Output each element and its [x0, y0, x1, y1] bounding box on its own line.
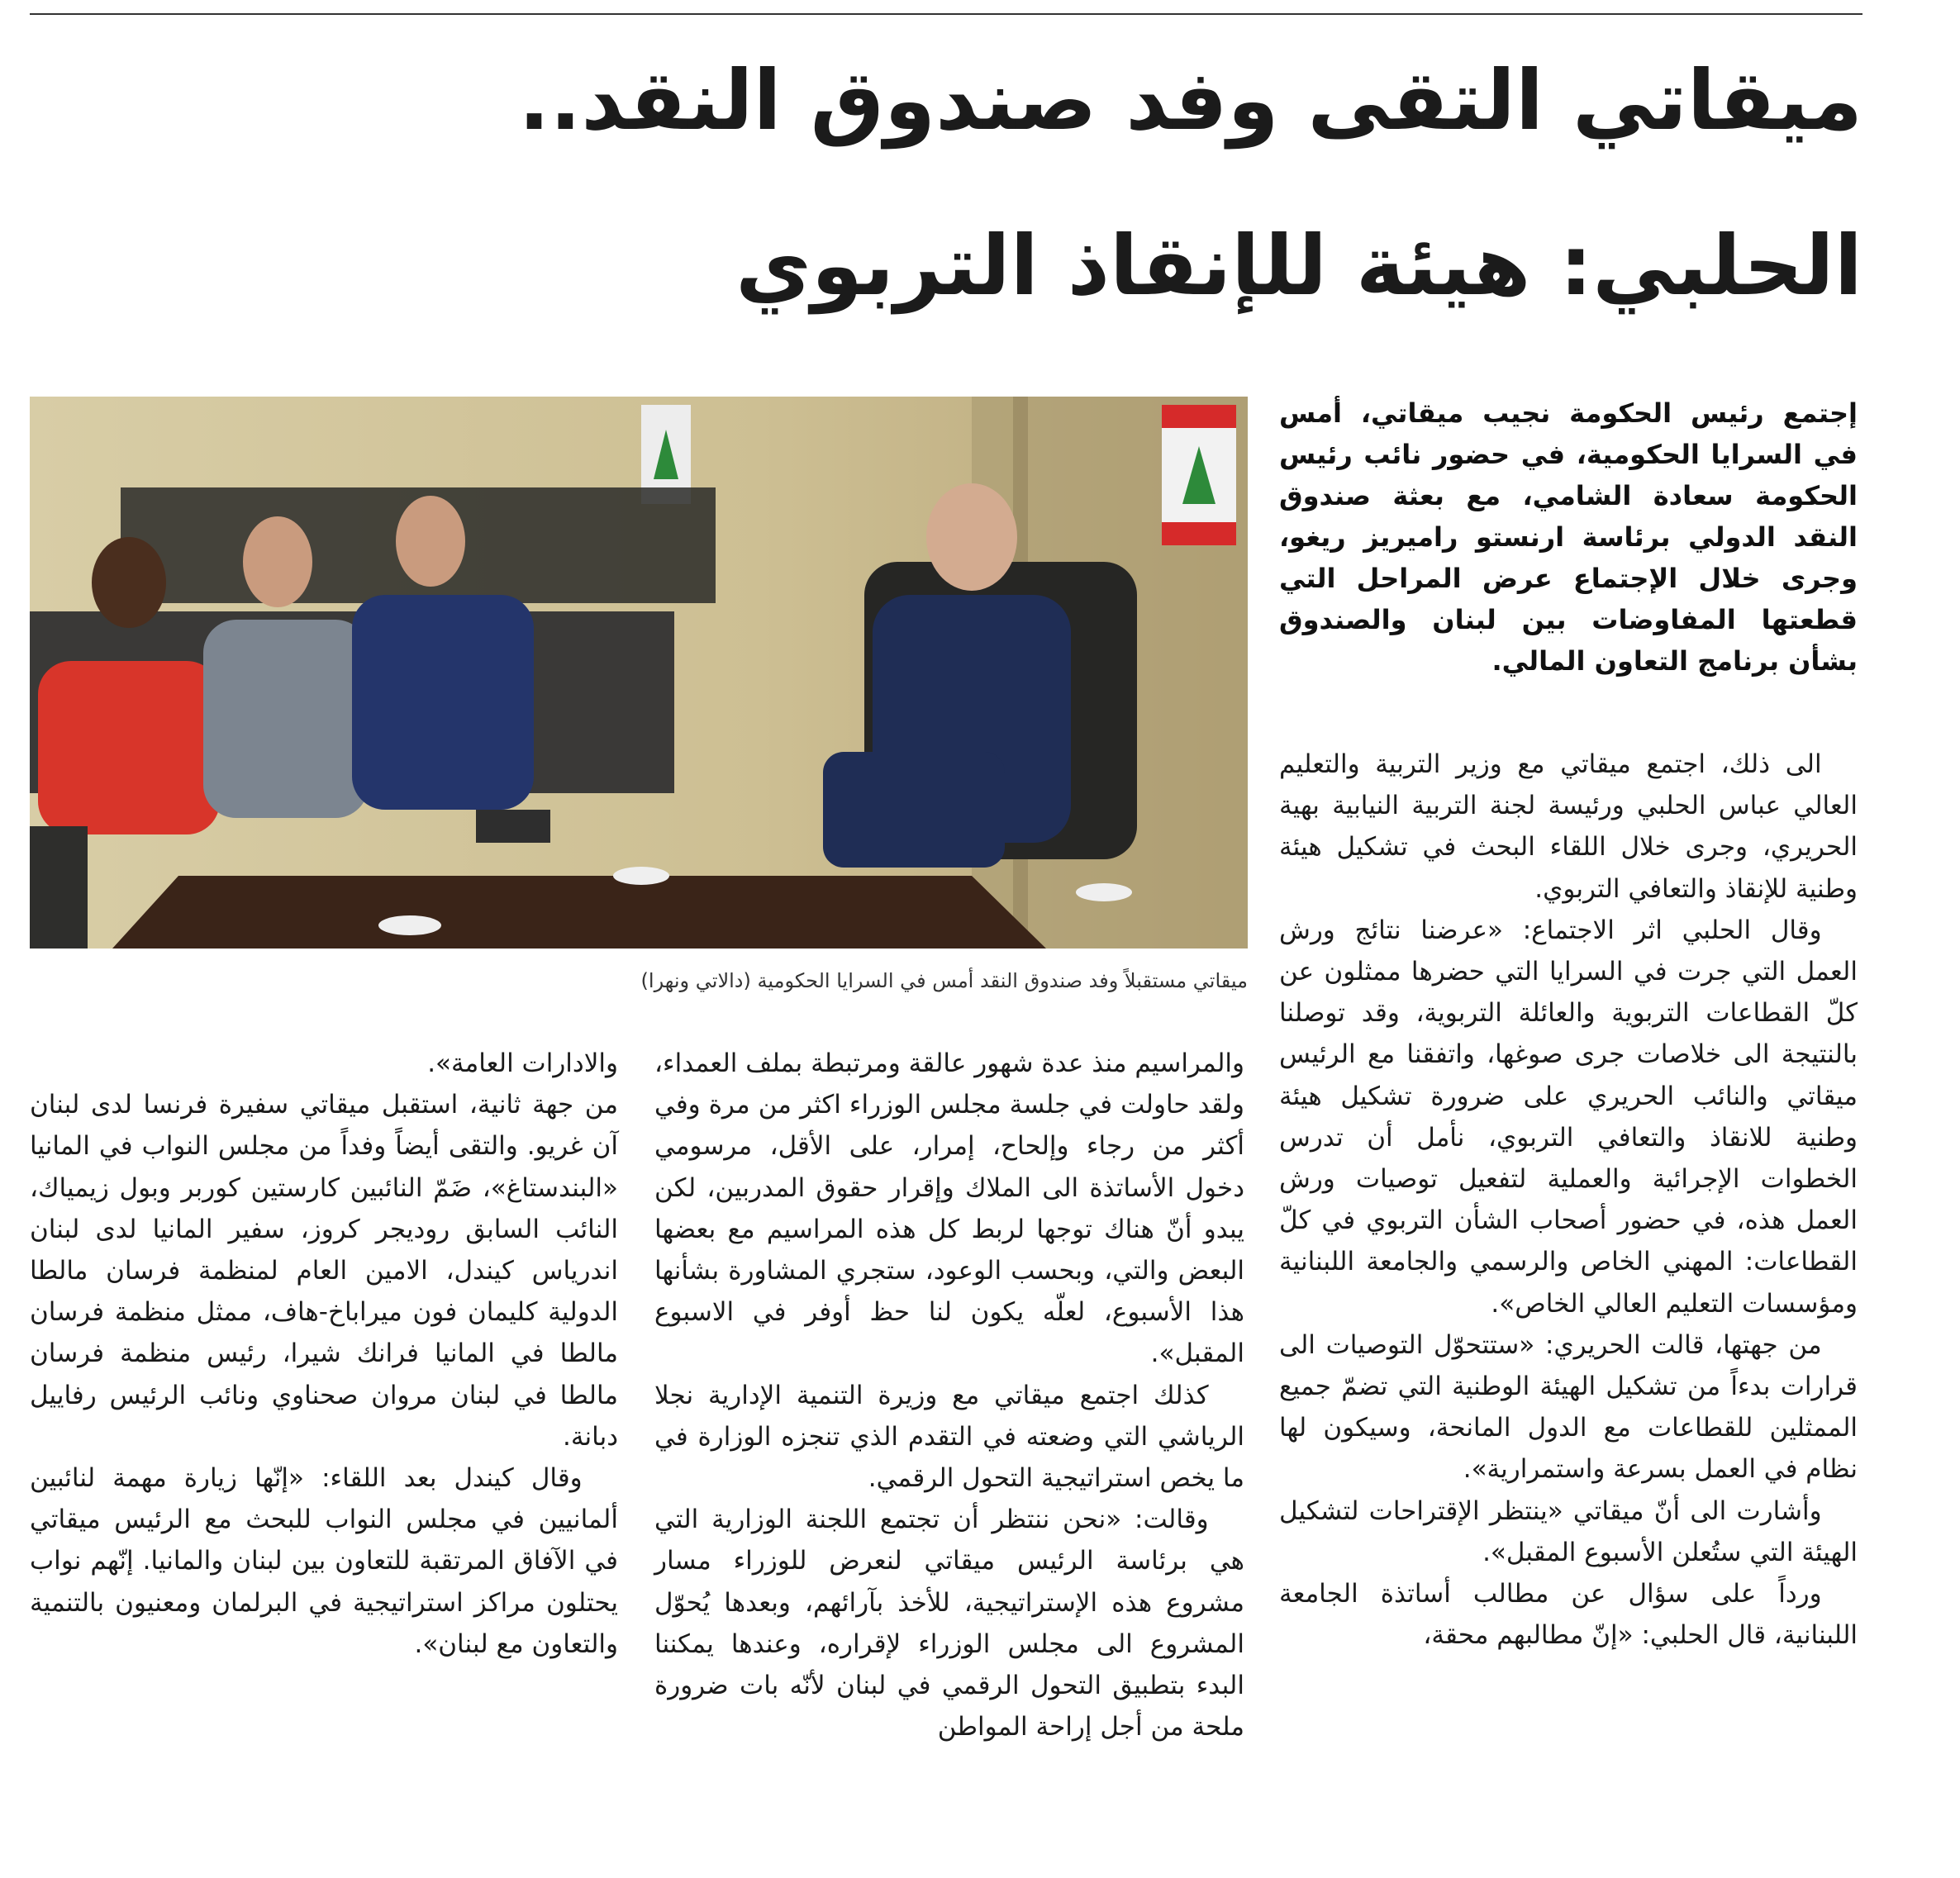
news-photo	[30, 397, 1248, 949]
headline-line-2: الحلبي: هيئة للإنقاذ التربوي	[735, 217, 1862, 314]
photo-caption: ميقاتي مستقبلاً وفد صندوق النقد أمس في السرايا الحكومية (دالاتي ونهرا)	[640, 969, 1248, 992]
paragraph: الى ذلك، اجتمع ميقاتي مع وزير التربية والتعليم العالي عباس الحلبي ورئيسة لجنة التربية النيابية بهية الحريري، وجرى خلال اللقاء البحث في تشكيل هيئة وطنية للإنقاذ والتعافي التربوي.	[1279, 749, 1858, 904]
article-column-left	[30, 1043, 618, 1665]
paragraph: والادارات العامة».	[427, 1048, 618, 1078]
top-rule	[30, 13, 1862, 15]
meeting-photo-illustration	[30, 397, 1248, 949]
headline-line-1: ميقاتي التقى وفد صندوق النقد..	[518, 52, 1862, 149]
paragraph: كذلك اجتمع ميقاتي مع وزيرة التنمية الإدارية نجلا الرياشي التي وضعته في التقدم الذي تنجزه الوزارة في ما يخص استراتيجية التحول الرقمي.	[654, 1380, 1244, 1494]
paragraph: ورداً على سؤال عن مطالب أساتذة الجامعة اللبنانية، قال الحلبي: «إنّ مطالبهم محقة،	[1279, 1579, 1858, 1651]
paragraph: وأشارت الى أنّ ميقاتي «ينتظر الإقتراحات لتشكيل الهيئة التي ستُعلن الأسبوع المقبل».	[1279, 1495, 1858, 1567]
lead-text: إجتمع رئيس الحكومة نجيب ميقاتي، أمس في السرايا الحكومية، في حضور نائب رئيس الحكومة سعادة الشامي، مع بعثة صندوق النقد الدولي برئاسة ارنستو راميريز ريغو، وجرى خلال الإجتماع عرض المراحل التي قطعتها المفاوضات بين لبنان والصندوق بشأن برنامج التعاون المالي.	[1279, 397, 1858, 677]
paragraph: من جهة ثانية، استقبل ميقاتي سفيرة فرنسا لدى لبنان آن غريو. والتقى أيضاً وفداً من مجلس النواب في المانيا «البندستاغ»، ضَمّ النائبين كارستين كوربر وبول زيمياك، النائب السابق روديجر كروز، سفير المانيا لدى لبنان اندرياس كيندل، الامين العام لمنظمة فرسان مالطا الدولية كليمان فون ميراباخ-هاف، ممثل منظمة فرسان مالطا في المانيا فرانك شيرا، رئيس منظمة فرسان مالطا في لبنان مروان صحناوي ونائب الرئيس رفاييل دبانة.	[30, 1090, 618, 1452]
paragraph: وقال كيندل بعد اللقاء: «إنّها زيارة مهمة لنائبين ألمانيين في مجلس النواب للبحث مع الرئيس ميقاتي في الآفاق المرتقبة للتعاون بين لبنان والمانيا. إنّهم نواب يحتلون مراكز استراتيجية في البرلمان ومعنيون بالتنمية والتعاون مع لبنان».	[30, 1463, 618, 1659]
paragraph: وقالت: «نحن ننتظر أن تجتمع اللجنة الوزارية التي هي برئاسة الرئيس ميقاتي لنعرض للوزراء مسار مشروع هذه الإستراتيجية، للأخذ بآرائهم، وبعدها يُحوّل المشروع الى مجلس الوزراء لإقراره، وعندها يمكننا البدء بتطبيق التحول الرقمي في لبنان لأنّه بات ضرورة ملحة من أجل إراحة المواطن	[654, 1505, 1244, 1742]
lead-paragraph	[1279, 392, 1858, 682]
article-column-right	[1279, 744, 1858, 1656]
paragraph: وقال الحلبي اثر الاجتماع: «عرضنا نتائج ورش العمل التي جرت في السرايا التي حضرها ممثلون عن كلّ القطاعات التربوية والعائلة التربوية، وقد توصلنا بالنتيجة الى خلاصات جرى صوغها، واتفقنا مع الرئيس ميقاتي والنائب الحريري على ضرورة تشكيل هيئة وطنية للانقاذ والتعافي التربوي، نأمل أن تدرس الخطوات الإجرائية والعملية لتفعيل توصيات ورش العمل هذه، في حضور أصحاب الشأن التربوي في كلّ القطاعات: المهني الخاص والرسمي والجامعة اللبنانية ومؤسسات التعليم العالي الخاص».	[1279, 915, 1858, 1319]
article-column-middle	[654, 1043, 1244, 1747]
paragraph: والمراسيم منذ عدة شهور عالقة ومرتبطة بملف العمداء، ولقد حاولت في جلسة مجلس الوزراء اكثر من مرة وفي أكثر من رجاء وإلحاح، إمرار، على الأقل، مرسومي دخول الأساتذة الى الملاك وإقرار حقوق المدربين، لكن يبدو أنّ هناك توجها لربط كل هذه المراسيم مع بعضها البعض والتي، وبحسب الوعود، ستجري المشاورة بشأنها هذا الأسبوع، لعلّه يكون لنا حظ أوفر في الاسبوع المقبل».	[654, 1048, 1244, 1369]
paragraph: من جهتها، قالت الحريري: «ستتحوّل التوصيات الى قرارات بدءاً من تشكيل الهيئة الوطنية التي تضمّ جميع الممثلين للقطاعات مع الدول المانحة، وسيكون لها نظام في العمل بسرعة واستمرارية».	[1279, 1329, 1858, 1485]
